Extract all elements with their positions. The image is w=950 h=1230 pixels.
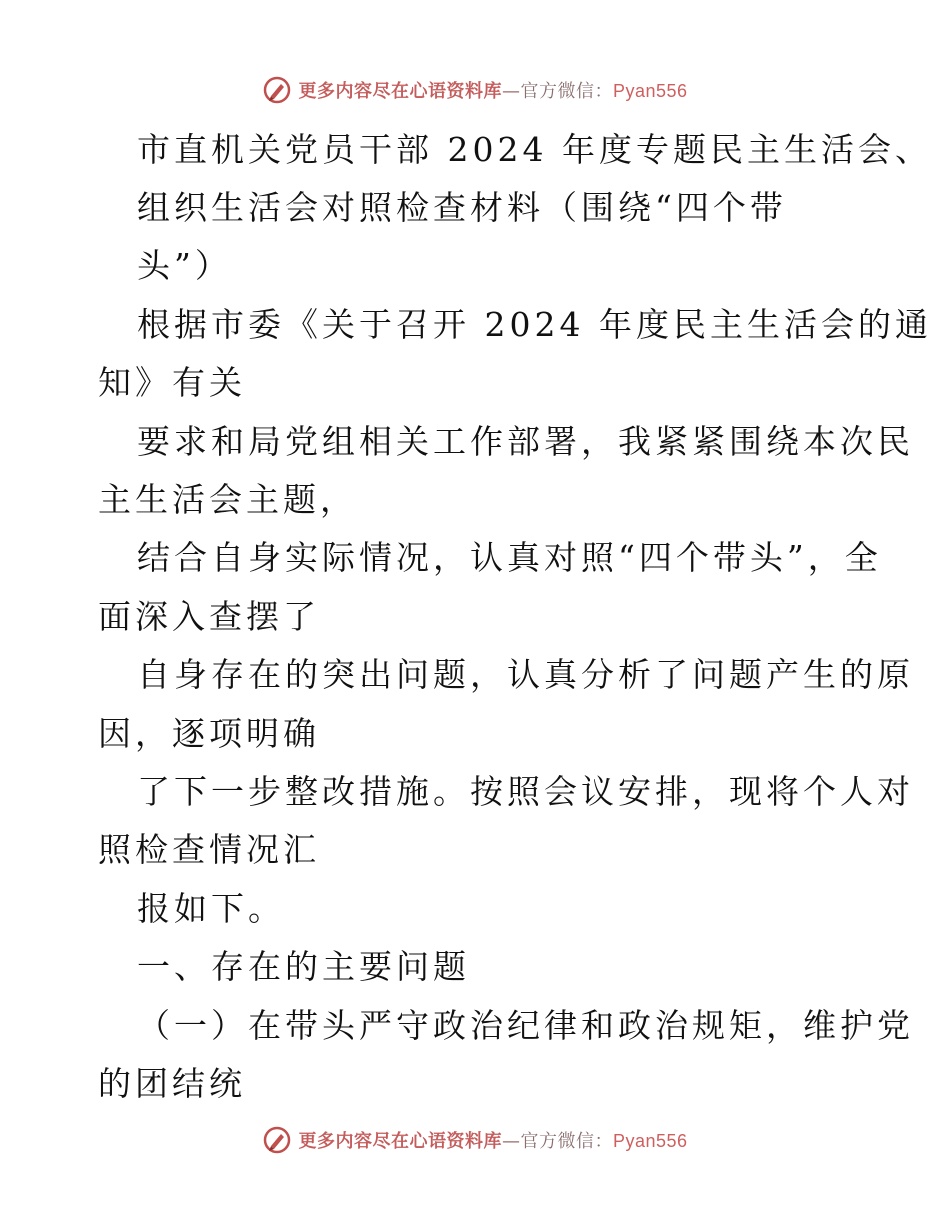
paragraph-line: 知》有关 [98, 363, 246, 402]
watermark-sub: 官方微信： [520, 1131, 613, 1152]
watermark-dash: — [501, 1131, 521, 1152]
watermark-id: Pyan556 [612, 81, 688, 101]
document-title-line-1: 市直机关党员干部 2024 年度专题民主生活会、 [137, 130, 932, 169]
watermark-id: Pyan556 [612, 1131, 688, 1151]
pen-logo-icon [262, 75, 292, 105]
subsection-heading-line: 的团结统 [98, 1064, 246, 1103]
paragraph-line: 主生活会主题， [98, 480, 357, 519]
paragraph-line: 报如下。 [137, 889, 285, 928]
paragraph-line: 因，逐项明确 [98, 714, 320, 753]
pen-logo-icon [262, 1125, 292, 1155]
watermark-head: 更多内容尽在心语资料库 [298, 81, 502, 102]
footer-watermark [0, 1120, 950, 1160]
watermark-dash: — [501, 81, 521, 102]
paragraph-line: 自身存在的突出问题，认真分析了问题产生的原 [137, 655, 914, 694]
watermark-head: 更多内容尽在心语资料库 [298, 1131, 502, 1152]
paragraph-line: 照检查情况汇 [98, 830, 320, 869]
paragraph-line: 根据市委《关于召开 2024 年度民主生活会的通 [137, 305, 932, 344]
paragraph-line: 结合自身实际情况，认真对照“四个带头”，全 [137, 538, 882, 577]
header-watermark [0, 70, 950, 110]
section-heading: 一、存在的主要问题 [137, 947, 470, 986]
subsection-heading-line: （一）在带头严守政治纪律和政治规矩，维护党 [137, 1006, 914, 1045]
paragraph-line: 要求和局党组相关工作部署，我紧紧围绕本次民 [137, 422, 914, 461]
watermark-text [298, 1127, 687, 1153]
document-title-line-2: 组织生活会对照检查材料（围绕“四个带 [137, 188, 787, 227]
watermark-sub: 官方微信： [520, 81, 613, 102]
paragraph-line: 面深入查摆了 [98, 597, 320, 636]
paragraph-line: 了下一步整改措施。按照会议安排，现将个人对 [137, 772, 914, 811]
document-title-line-3: 头”） [137, 246, 232, 285]
watermark-text [298, 77, 687, 103]
